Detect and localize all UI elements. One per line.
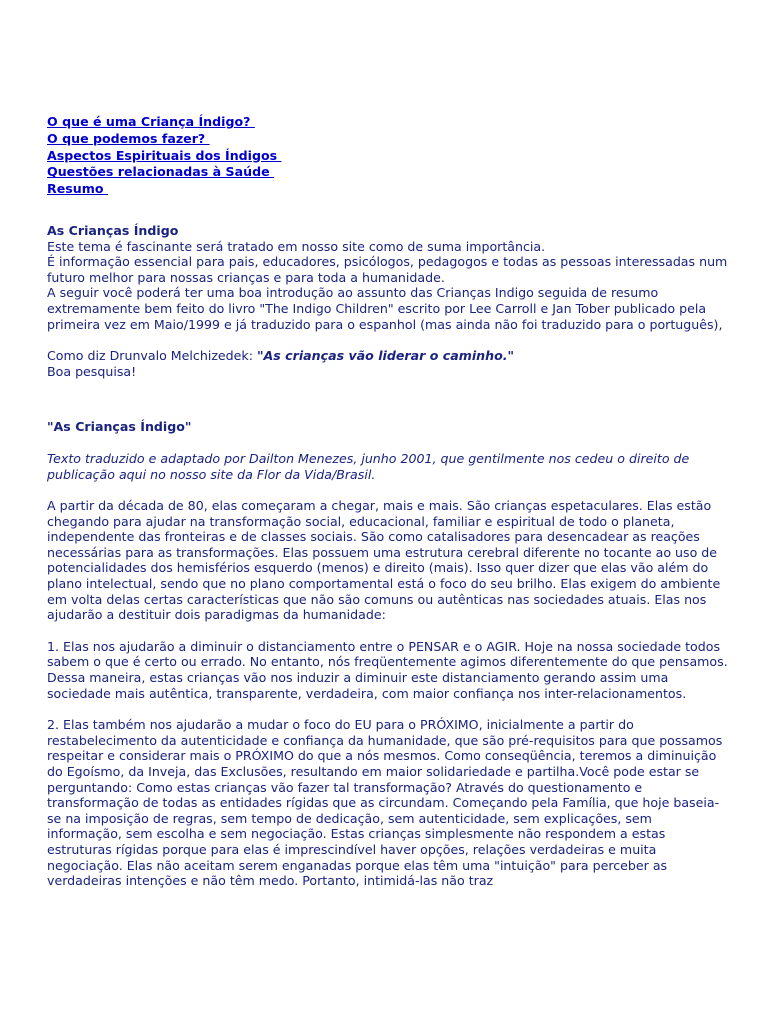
article-title: "As Crianças Índigo"	[47, 419, 192, 435]
intro-line: Este tema é fascinante será tratado em nosso site como de suma importância.	[47, 238, 546, 254]
quote-section	[47, 348, 728, 379]
article-paragraph: A partir da década de 80, elas começaram a chegar, mais e mais. São crianças espetaculares. Elas estão chegando para ajudar na transformação social, educacional, familiar e espiritual de todo o planeta, independente das fronteiras e de classes sociais. São como catalisadores para desencadear as reações necessárias para as transformações. Elas possuem uma estrutura cerebral diferente no tocante ao uso de potencialidades dos hemisférios esquerdo (menos) e direito (mais). Isso quer dizer que elas vão além do plano intelectual, sendo que no plano comportamental está o foco do seu brilho. Elas exigem do ambiente em volta delas certas características que não são comuns ou autênticas nas sociedades atuais. Elas nos ajudarão a destituir dois paradigmas da humanidade:	[47, 498, 721, 623]
toc-link-summary[interactable]: Resumo	[47, 181, 108, 197]
quote-prefix: Como diz Drunvalo Melchizedek:	[47, 348, 257, 364]
toc-link-spiritual-aspects[interactable]: Aspectos Espirituais dos Índigos	[47, 147, 282, 163]
table-of-contents	[47, 114, 728, 198]
intro-section	[47, 223, 728, 332]
closing-line: Boa pesquisa!	[47, 363, 137, 379]
toc-link-what-to-do[interactable]: O que podemos fazer?	[47, 130, 210, 146]
article-credit: Texto traduzido e adaptado por Dailton Menezes, junho 2001, que gentilmente nos cedeu o direito de publicação aqui no nosso site da Flor da Vida/Brasil.	[47, 450, 690, 482]
article-section	[47, 419, 728, 888]
article-paragraph: 1. Elas nos ajudarão a diminuir o distanciamento entre o PENSAR e o AGIR. Hoje na nossa sociedade todos sabem o que é certo ou errado. No entanto, nós freqüentemente agimos diferentemente do que pensamos. Dessa maneira, estas crianças vão nos induzir a diminuir este distanciamento gerando assim uma sociedade mais autêntica, transparente, verdadeira, com maior confiança nos inter-relacionamentos.	[47, 638, 728, 701]
article-paragraph: 2. Elas também nos ajudarão a mudar o foco do EU para o PRÓXIMO, inicialmente a partir do restabelecimento da autenticidade e confiança da humanidade, que são pré-requisitos para que possamos respeitar e considerar mais o PRÓXIMO do que a nós mesmos. Como conseqüência, teremos a diminuição do Egoísmo, da Inveja, das Exclusões, resultando em maior solidariedade e partilha.Você pode estar se perguntando: Como estas crianças vão fazer tal transformação? Através do questionamento e transformação de todas as entidades rígidas que as circundam. Começando pela Família, que hoje baseia-se na imposição de regras, sem tempo de dedicação, sem autenticidade, sem explicações, sem informação, sem escolha e sem negociação. Estas crianças simplesmente não respondem a estas estruturas rígidas porque para elas é imprescindível haver opções, relações verdadeiras e muita negociação. Elas não aceitam serem enganadas porque elas têm uma "intuição" para perceber as verdadeiras intenções e não têm medo. Portanto, intimidá-las não traz	[47, 717, 723, 889]
toc-link-what-is[interactable]: O que é uma Criança Índigo?	[47, 114, 255, 129]
toc-link-health[interactable]: Questões relacionadas à Saúde	[47, 164, 275, 180]
intro-line: É informação essencial para pais, educadores, psicólogos, pedagogos e todas as pessoas interessadas num futuro melhor para nossas crianças e para toda a humanidade.	[47, 254, 728, 285]
intro-line: A seguir você poderá ter uma boa introdução ao assunto das Crianças Indigo seguida de resumo extremamente bem feito do livro "The Indigo Children" escrito por Lee Carroll e Jan Tober publicado pela primeira vez em Maio/1999 e já traduzido para o espanhol (mas ainda não foi traduzido para o português),	[47, 285, 723, 332]
quote-line	[47, 348, 728, 364]
intro-heading: As Crianças Índigo	[47, 222, 179, 238]
quote-text: "As crianças vão liderar o caminho."	[256, 348, 515, 364]
